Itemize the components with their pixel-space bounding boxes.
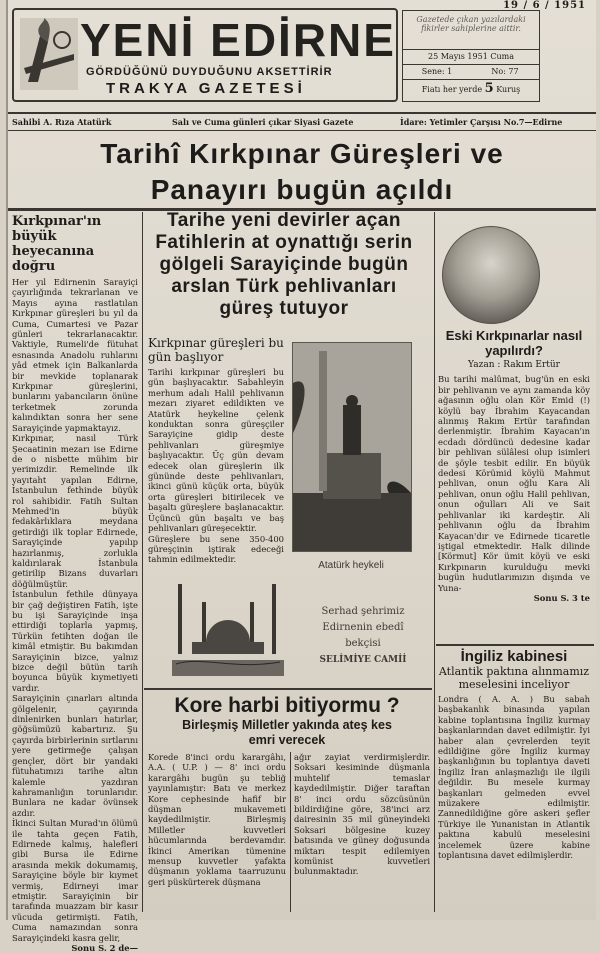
ingiliz-title: İngiliz kabinesi <box>460 648 568 665</box>
right-article-author: Yazan : Rakım Ertür <box>468 360 560 370</box>
selimiye-caption-signature: SELİMİYE CAMİİ <box>319 655 407 665</box>
issue-infobox <box>402 10 540 102</box>
ingiliz-paragraph: Londra ( A. A. ) Bu sabah başbakanlık binasında yapılan kabine toplantısına İngiliz kurmay başkanlarından davet edilmiştir. İyi haber alan çevrelerden teyit edildiğine göre İngiliz kurmay başkanlığının bu toplantıya daveti İngiliz İran anlaşmazlığı ile ilgili değildir. Bu mesele kurmay başkanları gelmeden evvel müzakere edilmiştir. Zannedildiğine göre askeri şefler Türkiye ile Yunanistan in Atlantik paktına kabulü meselesini incelemek üzere kabine toplantısına davet edilmişlerdir. <box>438 694 590 861</box>
selimiye-caption-block <box>300 604 426 668</box>
kore-article-right <box>294 752 430 916</box>
left-article-paragraph: Kırkpınar, nasıl Türk Şecaatinin mezarı ise Edirne de o nisbette mühim bir yerimizdir. Remelinde ilk yayıtaht yapılan Edirne, İstanbulun fethinde büyük rol sahibidir. Fatih Sultan Mehmed'in büyük fedakârlıklara meydana getirdiği ilk toplar Edirnede, Sarayiçinde yapılıp hazırlanmış, zorlukla kaldırılarak İstanbula getirilip Bizans duvarları döğülmüştür. <box>12 433 138 589</box>
owner-text: Sahibi A. Rıza Atatürk <box>12 117 112 127</box>
publisher-bar <box>8 112 596 131</box>
old-kirkpinar-photo <box>442 226 540 324</box>
issue-date: 25 Mayıs 1951 Cuma <box>403 50 539 65</box>
ingiliz-subtitle: Atlantik paktına alınmamız meselesini inceliyor <box>438 665 590 691</box>
schedule-text: Salı ve Cuma günleri çıkar Siyasi Gazete <box>172 117 354 127</box>
newspaper-title: YENİ EDİRNE <box>80 14 396 66</box>
middle-subheading: Kırkpınar güreşleri bu gün başlıyor <box>148 336 284 364</box>
kore-headline-line-1: Kore harbi bitiyormu ? <box>174 694 400 717</box>
left-article-continuation: Sonu S. 2 de— <box>71 943 138 953</box>
right-article <box>438 328 590 642</box>
masthead <box>12 8 398 102</box>
kore-article-left <box>148 752 286 916</box>
left-article-paragraph: Sarayiçinin çınarları altında gölgelenir, çayırında dinlenirken bunları hatırlar, göğsümüzü kabartırız. Şu çayırda birbirlerinin sırtlarını yere getirmeğe çalışan gençler, dört bir yandaki fütuhatımızı tarihe altın kalemle yazdıran kahramanlığın torunlarıdır. Bunlara ne kadar övünsek azdır. <box>12 693 138 818</box>
newspaper-slogan: GÖRDÜĞÜNÜ DUYDUĞUNU AKSETTİRİR <box>86 66 333 78</box>
issue-number-row <box>403 65 539 80</box>
left-article-title: Kırkpınar'ın büyük heyecanına doğru <box>12 214 102 274</box>
kore-article-paragraph: ağır zayiat verdirmişlerdir. Soksari kesiminde düşmanla muhtelif temaslar kaydedilmiştir. Diğer taraftan 8' inci ordu sözcüsünün bildirdiğine göre, 38'inci arz dairesinin 35 mil güneyindeki Soksari bölgesine kuzey batısında ve güney doğusunda miktarı tespit edilemiyen komünist kuvvetleri bulunmaktadır. <box>294 752 430 877</box>
middle-article-paragraph: Güreşlere bu sene 350-400 güreşçinin iştirak edeceği tahmin edilmektedir. <box>148 533 284 565</box>
kore-rule <box>144 688 432 690</box>
editorial-note: Gazetede çıkan yazılardaki fikirler sahiplerine aittir. <box>403 11 539 50</box>
issue-number: No: 77 <box>491 67 519 76</box>
kore-headline-line-3: emri verecek <box>248 733 326 747</box>
torch-logo-icon <box>20 18 78 90</box>
ingiliz-rule <box>436 644 594 646</box>
price-value: 5 <box>484 81 494 96</box>
left-article <box>12 214 138 953</box>
newspaper-page <box>6 0 596 953</box>
issue-date-strip: 19 / 6 / 1951 <box>503 0 586 11</box>
column-rule <box>290 752 291 912</box>
middle-article <box>148 336 284 568</box>
left-article-paragraph: İstanbulun fethile dünyaya bir çağ değiştiren Fatih, işte bu işi Sarayiçinde inşa ettirdiği toplarla yapmış, Türkün fetihten doğan ile kimâl etmiştir. Bu bakımdan Sarayiçinin bizce, yalnız bizce değil bütün tarih boyunca büyük kıymetiyeti vardır. <box>12 589 138 693</box>
kore-headline <box>146 694 428 748</box>
issue-year: Sene: 1 <box>421 67 453 76</box>
right-article-paragraph: Bu tarihi malûmat, bug'ün en eski bir pehlivanın ve aynı zamanda köy ağasının oğlu olan Kör Emid (!) köylü bay İbrahim Kayacandan alınmış Rakım Ertür tarafından derlenmiştir. İbrahim Kayacan'ın ecdadı dördüncü dedesine kadar bir pehlivan sülâlesi olup isimleri de şöyle tesbit edilir. En büyük dedesi Körümid köylü Mahmut pehlivan, onun oğlu Kara Ali pehlivan, onun oğlu Halil pehlivan, onun oğulları Ali ve Sait pehlivanlar iki kardeştir. Ali pehlivanın oğlu da İbrahim Kayacan'dır ve Edirnede ticaretle iştigal etmektedir. Halk dilinde [Körmut] Kör ümit köyü ve eski Kırkpınarın kurulduğu mevki bugün hudutlarımızın dışında ve Yuna- <box>438 374 590 593</box>
photo-caption: Atatürk heykeli <box>318 560 384 571</box>
price-label: Fiatı her yerde <box>421 85 483 94</box>
ingiliz-article <box>438 648 590 914</box>
right-article-continuation: Sonu S. 3 te <box>533 592 590 603</box>
selimiye-caption-line: Serhad şehrimiz <box>321 606 405 617</box>
selimiye-mosque-illustration <box>172 580 284 676</box>
left-article-paragraph: Her yıl Edirnenin Sarayiçi çayırlığında tekrarlanan ve Mayıs ayına rastlatılan Kırkpınar güreşleri bu yıl da Cuma, Cumartesi ve Pazar günleri tekrarlanacaktır. Vaktiyle, Rumeli'de fütuhat esnasında Anadolu ruhlarını yâd etmek için Balkanlarda bir mevkide toplanarak Kırkpınar güreşlerini, bunlarını yabancıların önüne terketmek zorunda kalındıktan sonra her sene Sarayiçinde yapmaktayız. <box>12 277 138 433</box>
column-rule <box>434 212 435 912</box>
ataturk-statue-photo <box>292 342 412 552</box>
main-headline <box>8 136 596 208</box>
address-text: İdare: Yetimler Çarşısı No.7—Edirne <box>400 117 563 127</box>
headline-line-2: Panayırı bugün açıldı <box>150 174 454 205</box>
left-article-paragraph: İkinci Sultan Murad'ın ölümü ile tahta geçen Fatih, Edirnede kalmış, halefleri gibi Bursa ile Edirne arasında mekik dokumamış, Sarayiçine böyle bir kıymet vermiş, Edirneyi imar etmiştir. Sarayiçinin bir tarafında muazzam bir kasır vücuda getirmişti. Fatih, Cuma namazından sonra Sarayiçindeki kasra gelir, <box>12 818 138 943</box>
headline-line-1: Tarihî Kırkpınar Güreşleri ve <box>100 138 504 169</box>
column-rule <box>142 212 143 912</box>
selimiye-caption-line: Edirnenin ebedî <box>322 622 404 633</box>
kore-article-paragraph: Korede 8'inci ordu karargâhı, A.A. ( U.P. ) — 8' inci ordu karargâhı bugün şu tebliğ yayınlamıştır: Batı ve merkez Kore cephesinde hafif bir düşman mukavemeti kaydedilmiştir. Birleşmiş Milletler kuvvetleri hücumlarında berdevamdır. İkinci Amerikan tümenine mensup kuvvetler yafakta düşmanın yoklama taarruzunu geri püskürterek düşmana <box>148 752 286 887</box>
price-unit: Kuruş <box>496 85 521 94</box>
right-article-title: Eski Kırkpınarlar nasıl yapılırdı? <box>445 328 583 358</box>
newspaper-subtitle: TRAKYA GAZETESİ <box>106 80 306 97</box>
kore-headline-line-2: Birleşmiş Milletler yakında ateş kes <box>182 718 392 732</box>
issue-price <box>403 80 539 99</box>
middle-headline: Tarihe yeni devirler açan Fatihlerin at oynattığı serin gölgeli Sarayiçinde bugün arslan Türk pehlivanları güreş tutuyor <box>155 210 413 319</box>
middle-article-paragraph: Tarihi kırkpınar güreşleri bu gün başlıyacaktır. Sabahleyin merhum adalı Halil pehlivanın mezarı ziyaret edildikten ve Atatürk heykeline çelenk konduktan sonra güreşçiler Sarayiçine gidip deste pehlivanları güreşmiye başlıyacaktır. Üç gün devam edecek olan güreşlerin ilk gününde deste pehlivanları, ikinci günü küçük orta, büyük orta güreşleri bitirilecek ve başaltı güreşlere başlanacaktır. Üçüncü gün başaltı ve baş pehlivanları güreşecektir. <box>148 367 284 534</box>
selimiye-caption-line: bekçisi <box>345 638 381 649</box>
